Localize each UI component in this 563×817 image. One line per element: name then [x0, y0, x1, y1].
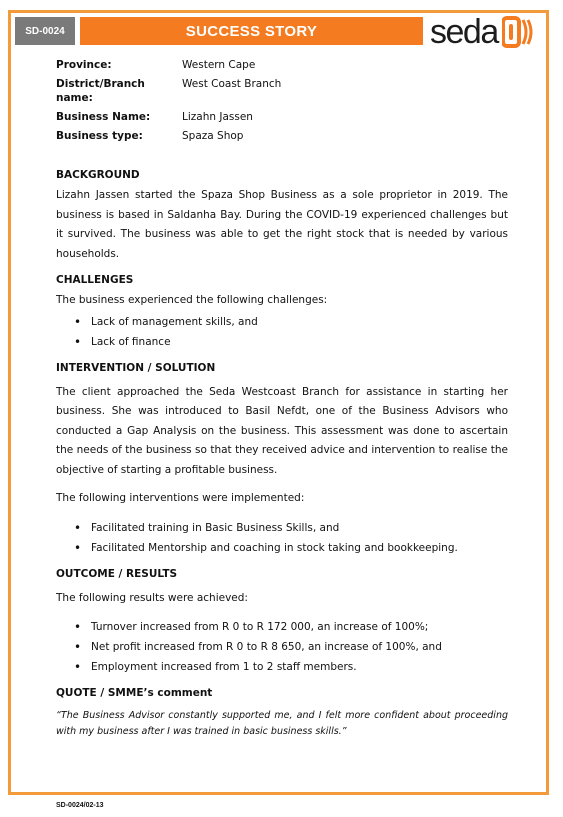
footer-code: SD-0024/02-13	[56, 802, 104, 809]
intervention-text: The client approached the Seda Westcoast Branch for assistance in starting her business. She was introduced to Basil Nefdt, one of the Business Advisors who conducted a Gap Analysis on the business. This assessment was done to ascertain the needs of the business so that they received advice and intervention to realise the objective of starting a profitable business.	[56, 385, 508, 476]
list-item: • Net profit increased from R 0 to R 8 650, an increase of 100%, and	[74, 637, 508, 657]
logo-wordmark: seda	[430, 13, 498, 51]
doc-code-badge: SD-0024	[15, 17, 75, 45]
quote-heading: QUOTE / SMME’s comment	[56, 687, 213, 699]
info-value: Western Cape	[182, 59, 256, 71]
info-label: Business Name:	[56, 111, 151, 123]
logo-mark-icon	[502, 16, 534, 48]
business-info	[56, 58, 508, 143]
info-value: Spaza Shop	[182, 130, 244, 142]
outcome-list	[56, 617, 508, 677]
seda-logo	[430, 14, 534, 50]
list-item: • Employment increased from 1 to 2 staff members.	[74, 657, 508, 677]
challenges-intro: The business experienced the following challenges:	[56, 294, 328, 306]
list-item: • Lack of management skills, and	[74, 312, 508, 332]
list-item: • Facilitated training in Basic Business Skills, and	[74, 518, 508, 538]
info-label: Province:	[56, 59, 112, 71]
story-content	[56, 58, 508, 740]
banner-title: SUCCESS STORY	[80, 17, 423, 45]
intervention-heading: INTERVENTION / SOLUTION	[56, 361, 216, 374]
background-heading: BACKGROUND	[56, 169, 140, 181]
info-label: District/Branch name:	[56, 78, 145, 104]
challenges-list	[56, 312, 508, 352]
info-value: Lizahn Jassen	[182, 111, 253, 123]
quote-text: “The Business Advisor constantly supported me, and I felt more confident about proceeding with my business after I was trained in basic business skills.”	[56, 710, 508, 737]
list-item: • Turnover increased from R 0 to R 172 000, an increase of 100%;	[74, 617, 508, 637]
list-item: • Lack of finance	[74, 332, 508, 352]
intervention-intro: The following interventions were implemented:	[56, 492, 305, 504]
list-item: • Facilitated Mentorship and coaching in stock taking and bookkeeping.	[74, 538, 508, 558]
info-label: Business type:	[56, 130, 143, 142]
background-text: Lizahn Jassen started the Spaza Shop Business as a sole proprietor in 2019. The business is based in Saldanha Bay. During the COVID-19 experienced challenges but it survived. The business was able to get the right stock that is needed by various households.	[56, 189, 508, 260]
info-value: West Coast Branch	[182, 78, 282, 90]
outcome-intro: The following results were achieved:	[56, 591, 248, 604]
challenges-heading: CHALLENGES	[56, 274, 134, 286]
intervention-list	[56, 518, 508, 558]
outcome-heading: OUTCOME / RESULTS	[56, 567, 178, 580]
